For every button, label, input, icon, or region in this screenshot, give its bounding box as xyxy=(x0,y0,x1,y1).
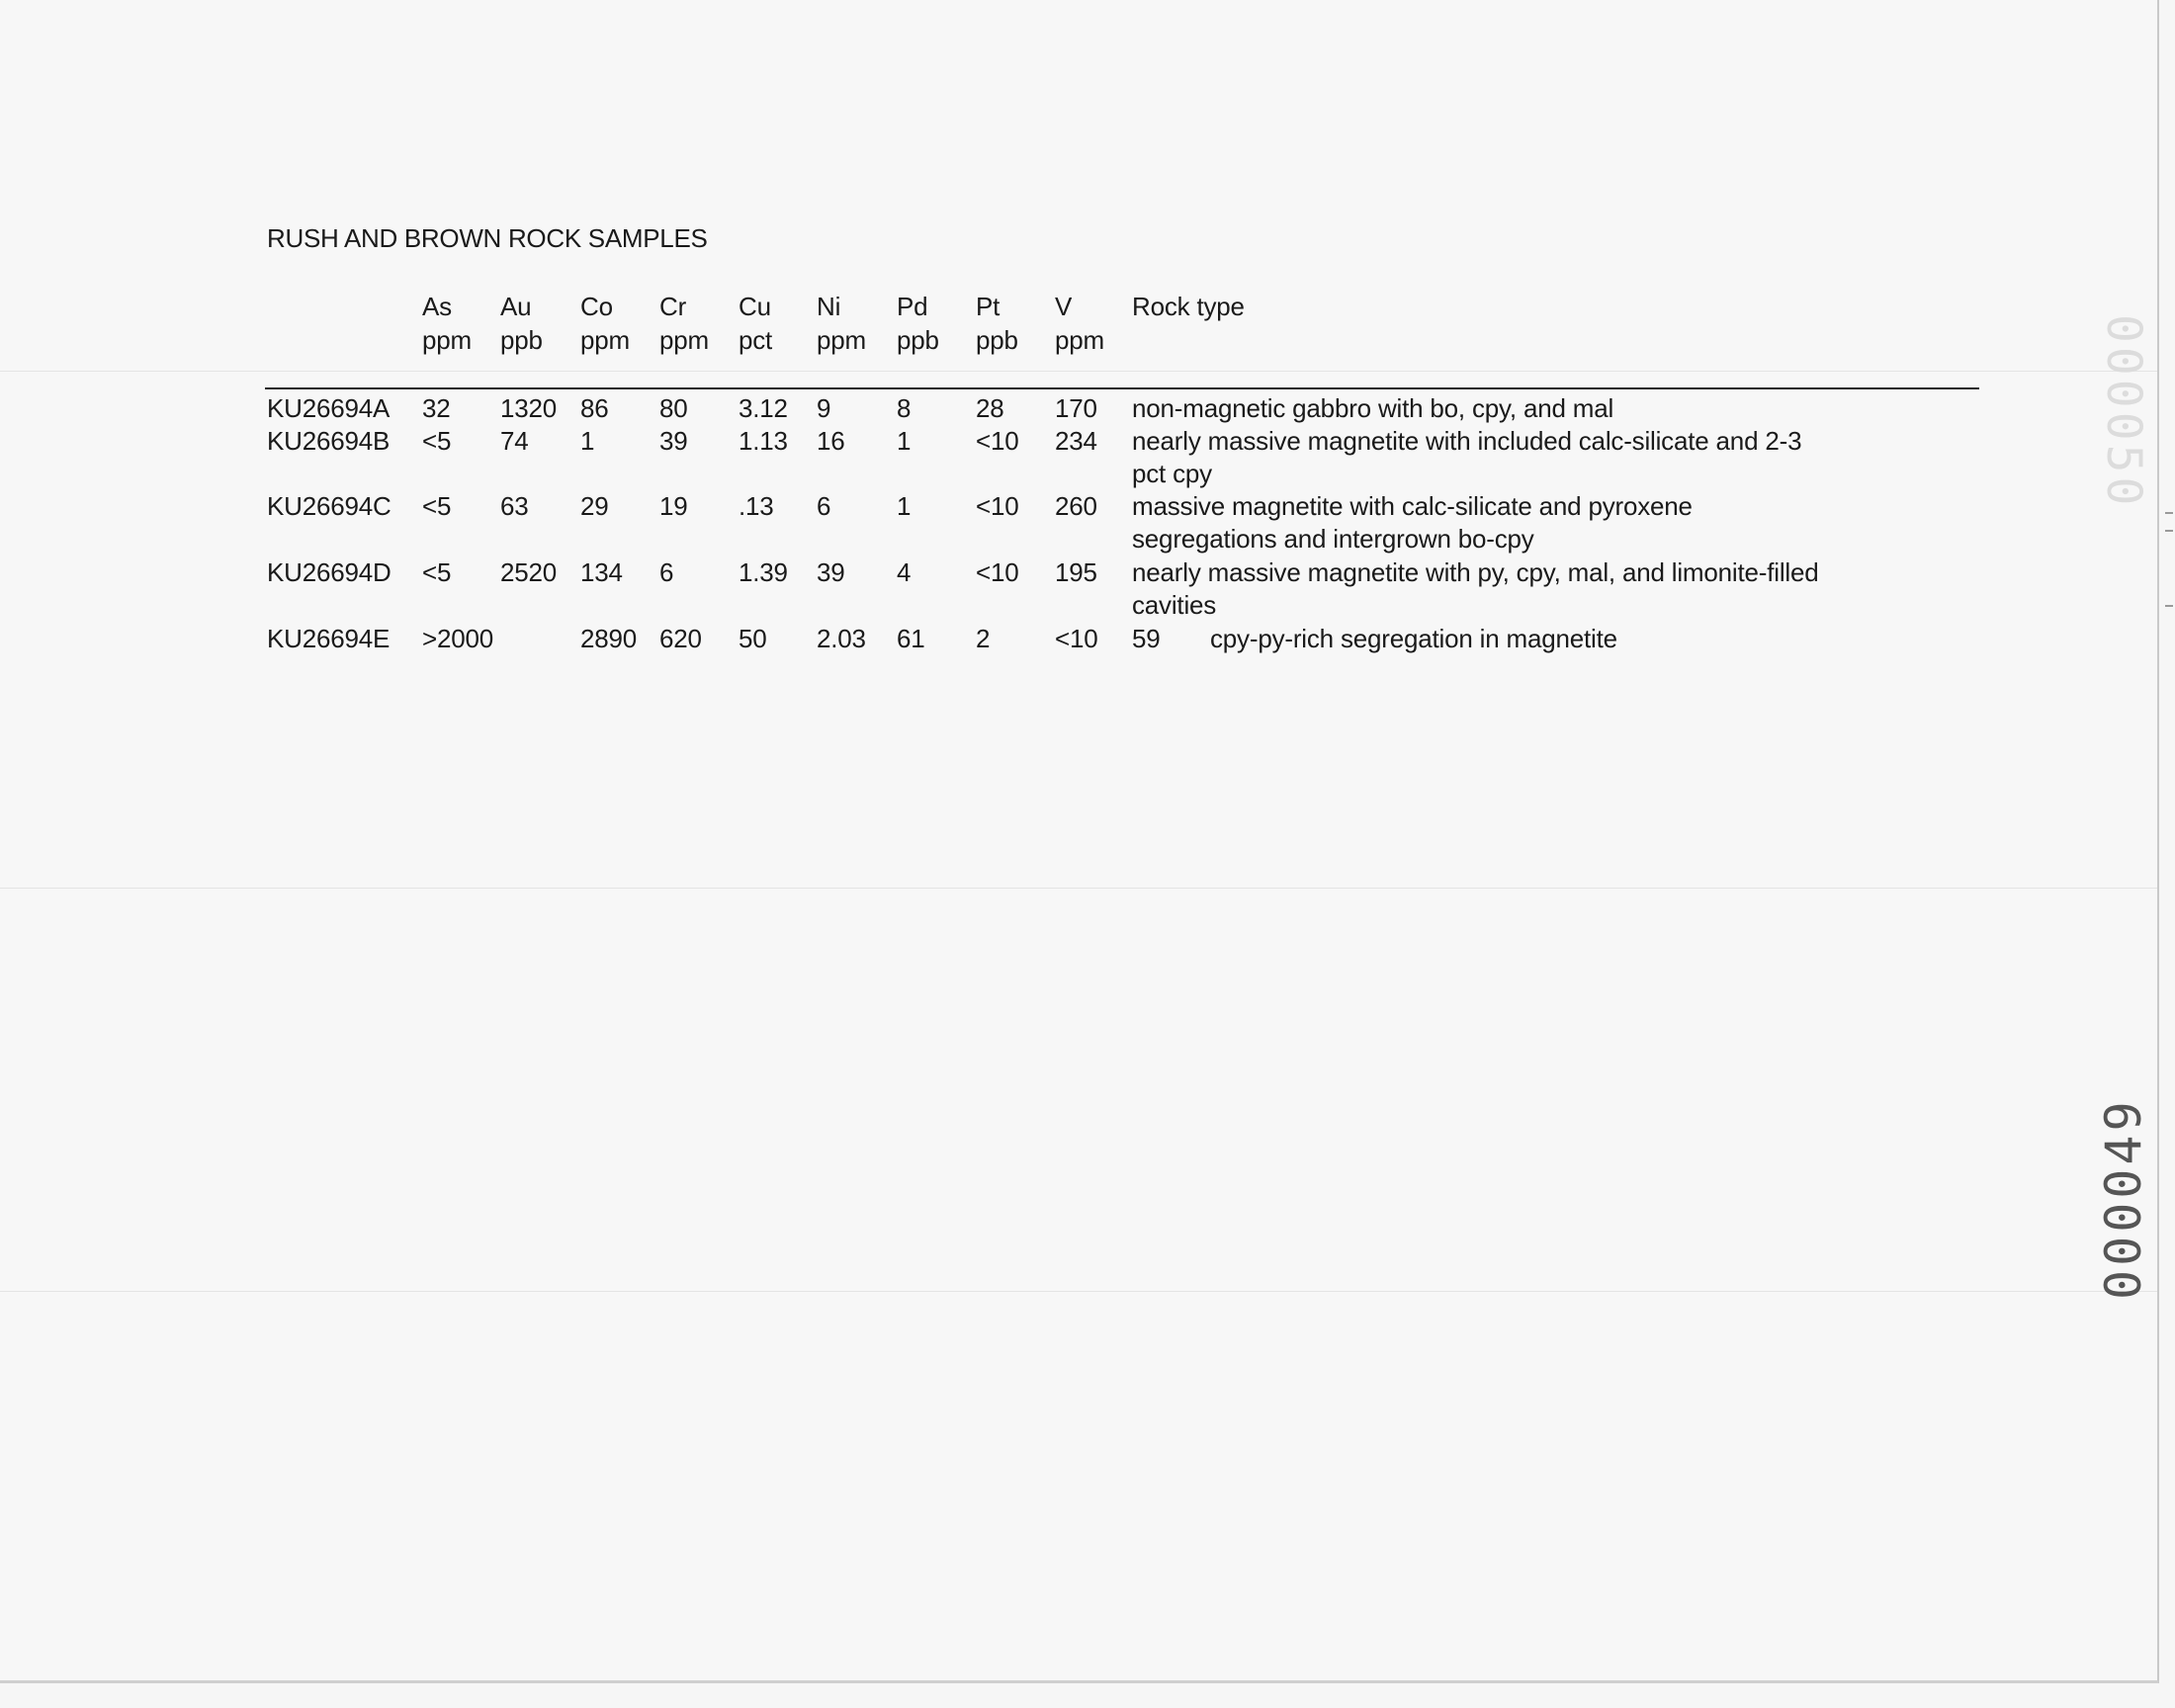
assay-value: .13 xyxy=(739,491,774,521)
assay-value: 1 xyxy=(897,426,912,456)
rock-type-text: segregations and intergrown bo-cpy xyxy=(1132,524,1534,554)
rock-type-text: nearly massive magnetite with included calc-silicate and 2-3 xyxy=(1132,426,1802,456)
fold-line xyxy=(0,1291,2157,1292)
assay-value: <10 xyxy=(976,426,1019,456)
assay-value: 16 xyxy=(817,426,845,456)
column-header: Pt xyxy=(976,292,1000,321)
sample-id: KU26694A xyxy=(267,393,391,423)
assay-value: <5 xyxy=(422,557,452,587)
column-unit: ppb xyxy=(976,325,1018,355)
fold-line xyxy=(0,371,2157,372)
assay-value: 80 xyxy=(659,393,688,423)
sample-id: KU26694D xyxy=(267,557,392,587)
sample-id: KU26694E xyxy=(267,624,391,653)
column-header: Ni xyxy=(817,292,841,321)
assay-value: 28 xyxy=(976,393,1004,423)
column-unit: ppm xyxy=(817,325,866,355)
assay-value: 1 xyxy=(580,426,595,456)
assay-value: 19 xyxy=(659,491,688,521)
column-header: Au xyxy=(500,292,532,321)
assay-value: 61 xyxy=(897,624,925,653)
assay-value: >2000 xyxy=(422,624,494,653)
sample-id: KU26694C xyxy=(267,491,392,521)
column-unit: ppm xyxy=(659,325,709,355)
column-unit: ppm xyxy=(580,325,630,355)
assay-value: 39 xyxy=(817,557,845,587)
document-title: RUSH AND BROWN ROCK SAMPLES xyxy=(267,223,708,253)
assay-value: 59 xyxy=(1132,624,1161,653)
assay-value: 1.39 xyxy=(739,557,788,587)
column-unit: ppb xyxy=(897,325,939,355)
edge-tick xyxy=(2165,530,2173,532)
edge-tick xyxy=(2165,512,2173,514)
assay-value: 50 xyxy=(739,624,767,653)
assay-value: 620 xyxy=(659,624,702,653)
column-header: Cu xyxy=(739,292,771,321)
assay-value: 2.03 xyxy=(817,624,866,653)
assay-value: 6 xyxy=(659,557,674,587)
assay-value: 234 xyxy=(1055,426,1097,456)
column-unit: ppm xyxy=(1055,325,1104,355)
rock-type-text: cpy-py-rich segregation in magnetite xyxy=(1210,624,1617,653)
assay-value: 74 xyxy=(500,426,529,456)
column-header: V xyxy=(1055,292,1073,321)
fold-line xyxy=(0,888,2157,889)
column-header: As xyxy=(422,292,452,321)
assay-value: <10 xyxy=(976,557,1019,587)
assay-value: 2520 xyxy=(500,557,558,587)
assay-value: 3.12 xyxy=(739,393,788,423)
assay-value: 63 xyxy=(500,491,529,521)
rock-type-text: massive magnetite with calc-silicate and pyroxene xyxy=(1132,491,1693,521)
column-unit: pct xyxy=(739,325,773,355)
sample-id: KU26694B xyxy=(267,426,391,456)
rock-type-text: cavities xyxy=(1132,590,1217,620)
assay-value: 2 xyxy=(976,624,991,653)
assay-value: 195 xyxy=(1055,557,1097,587)
column-header: Pd xyxy=(897,292,928,321)
rock-type-text: non-magnetic gabbro with bo, cpy, and mal xyxy=(1132,393,1614,423)
column-unit: ppm xyxy=(422,325,472,355)
assay-value: 86 xyxy=(580,393,609,423)
header-rule xyxy=(265,387,1979,389)
assay-value: 9 xyxy=(817,393,831,423)
assay-value: 39 xyxy=(659,426,688,456)
assay-value: 260 xyxy=(1055,491,1097,521)
assay-value: 1 xyxy=(897,491,912,521)
assay-value: 4 xyxy=(897,557,912,587)
column-header: Co xyxy=(580,292,613,321)
assay-value: 8 xyxy=(897,393,912,423)
faint-page-stamp: 000050 xyxy=(2096,314,2151,510)
column-header: Cr xyxy=(659,292,687,321)
assay-value: 29 xyxy=(580,491,609,521)
rock-type-text: nearly massive magnetite with py, cpy, mal, and limonite-filled xyxy=(1132,557,1819,587)
assay-value: 1320 xyxy=(500,393,558,423)
assay-value: <10 xyxy=(976,491,1019,521)
assay-value: 2890 xyxy=(580,624,638,653)
assay-value: 6 xyxy=(817,491,831,521)
assay-value: <10 xyxy=(1055,624,1098,653)
assay-value: <5 xyxy=(422,426,452,456)
page-number-stamp: 000049 xyxy=(2095,1097,2152,1300)
column-header: Rock type xyxy=(1132,292,1245,321)
column-unit: ppb xyxy=(500,325,543,355)
edge-tick xyxy=(2165,605,2173,607)
assay-value: 134 xyxy=(580,557,623,587)
rock-type-text: pct cpy xyxy=(1132,459,1212,488)
assay-value: 32 xyxy=(422,393,451,423)
assay-value: 170 xyxy=(1055,393,1097,423)
assay-value: <5 xyxy=(422,491,452,521)
assay-value: 1.13 xyxy=(739,426,788,456)
